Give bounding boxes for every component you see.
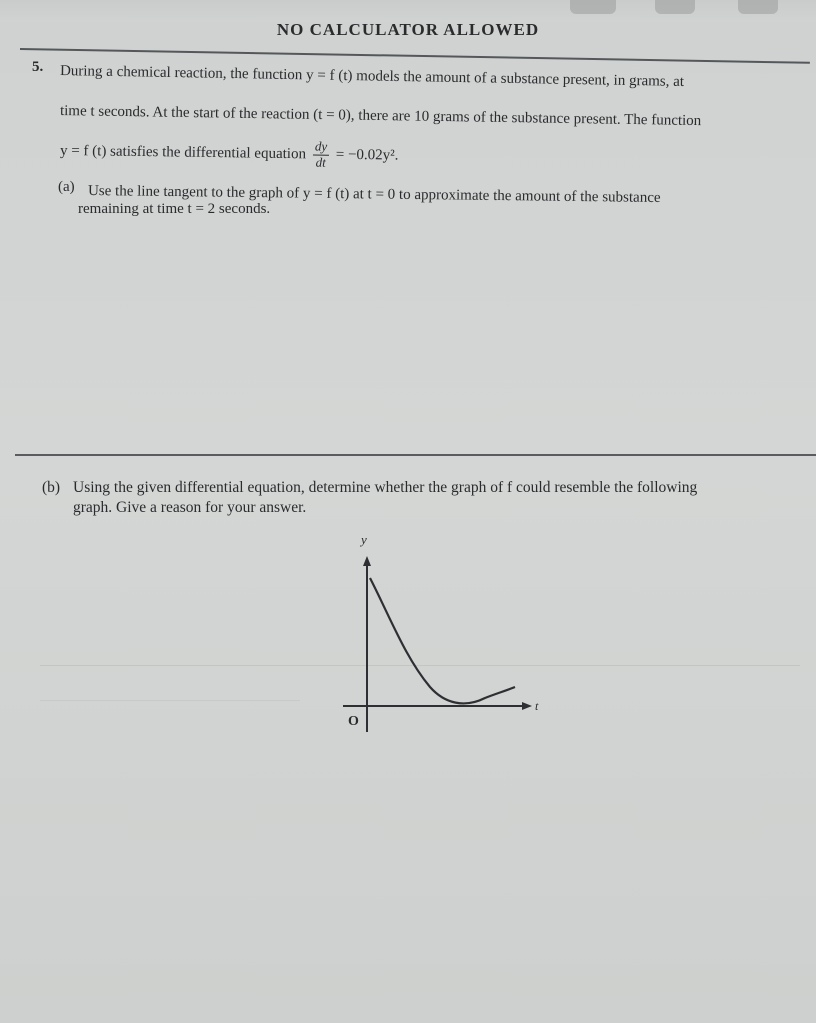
- page-tab-mark: [570, 0, 616, 14]
- page-header: NO CALCULATOR ALLOWED: [276, 20, 540, 39]
- part-a-line-2: remaining at time t = 2 seconds.: [78, 201, 271, 217]
- origin-label: O: [348, 714, 359, 729]
- problem-line-3: [60, 136, 399, 172]
- fraction-denominator: dt: [315, 154, 326, 170]
- fraction-numerator: dy: [313, 140, 330, 156]
- problem-line-3-post: = −0.02y².: [335, 146, 399, 164]
- part-b-line-1: Using the given differential equation, determine whether the graph of f could resemble the following: [73, 479, 698, 496]
- problem-line-1: During a chemical reaction, the function y = f (t) models the amount of a substance present, in grams, at: [59, 63, 685, 90]
- problem-line-2: time t seconds. At the start of the reaction (t = 0), there are 10 grams of the substance present. The function: [59, 103, 702, 130]
- x-axis-label: t: [535, 699, 539, 713]
- graph-curve: [370, 578, 515, 703]
- y-axis-label: y: [361, 532, 367, 547]
- header-rule: [20, 48, 810, 64]
- x-axis-arrow: [522, 702, 532, 710]
- part-a-line-1: Use the line tangent to the graph of y = f (t) at t = 0 to approximate the amount of the substance: [87, 183, 661, 206]
- part-b-label: (b): [42, 479, 61, 496]
- graph-svg: [335, 532, 550, 742]
- part-b-line-2: graph. Give a reason for your answer.: [73, 499, 307, 516]
- derivative-fraction: [313, 140, 330, 171]
- function-graph: [335, 532, 550, 742]
- y-axis-arrow: [363, 556, 371, 566]
- bleed-through-line: [40, 700, 300, 701]
- page-tab-mark: [655, 0, 695, 14]
- problem-number: 5.: [32, 59, 44, 75]
- part-a-label: (a): [58, 179, 75, 195]
- section-divider: [15, 454, 816, 456]
- page-tab-mark: [738, 0, 778, 14]
- problem-line-3-pre: y = f (t) satisfies the differential equation: [59, 142, 307, 163]
